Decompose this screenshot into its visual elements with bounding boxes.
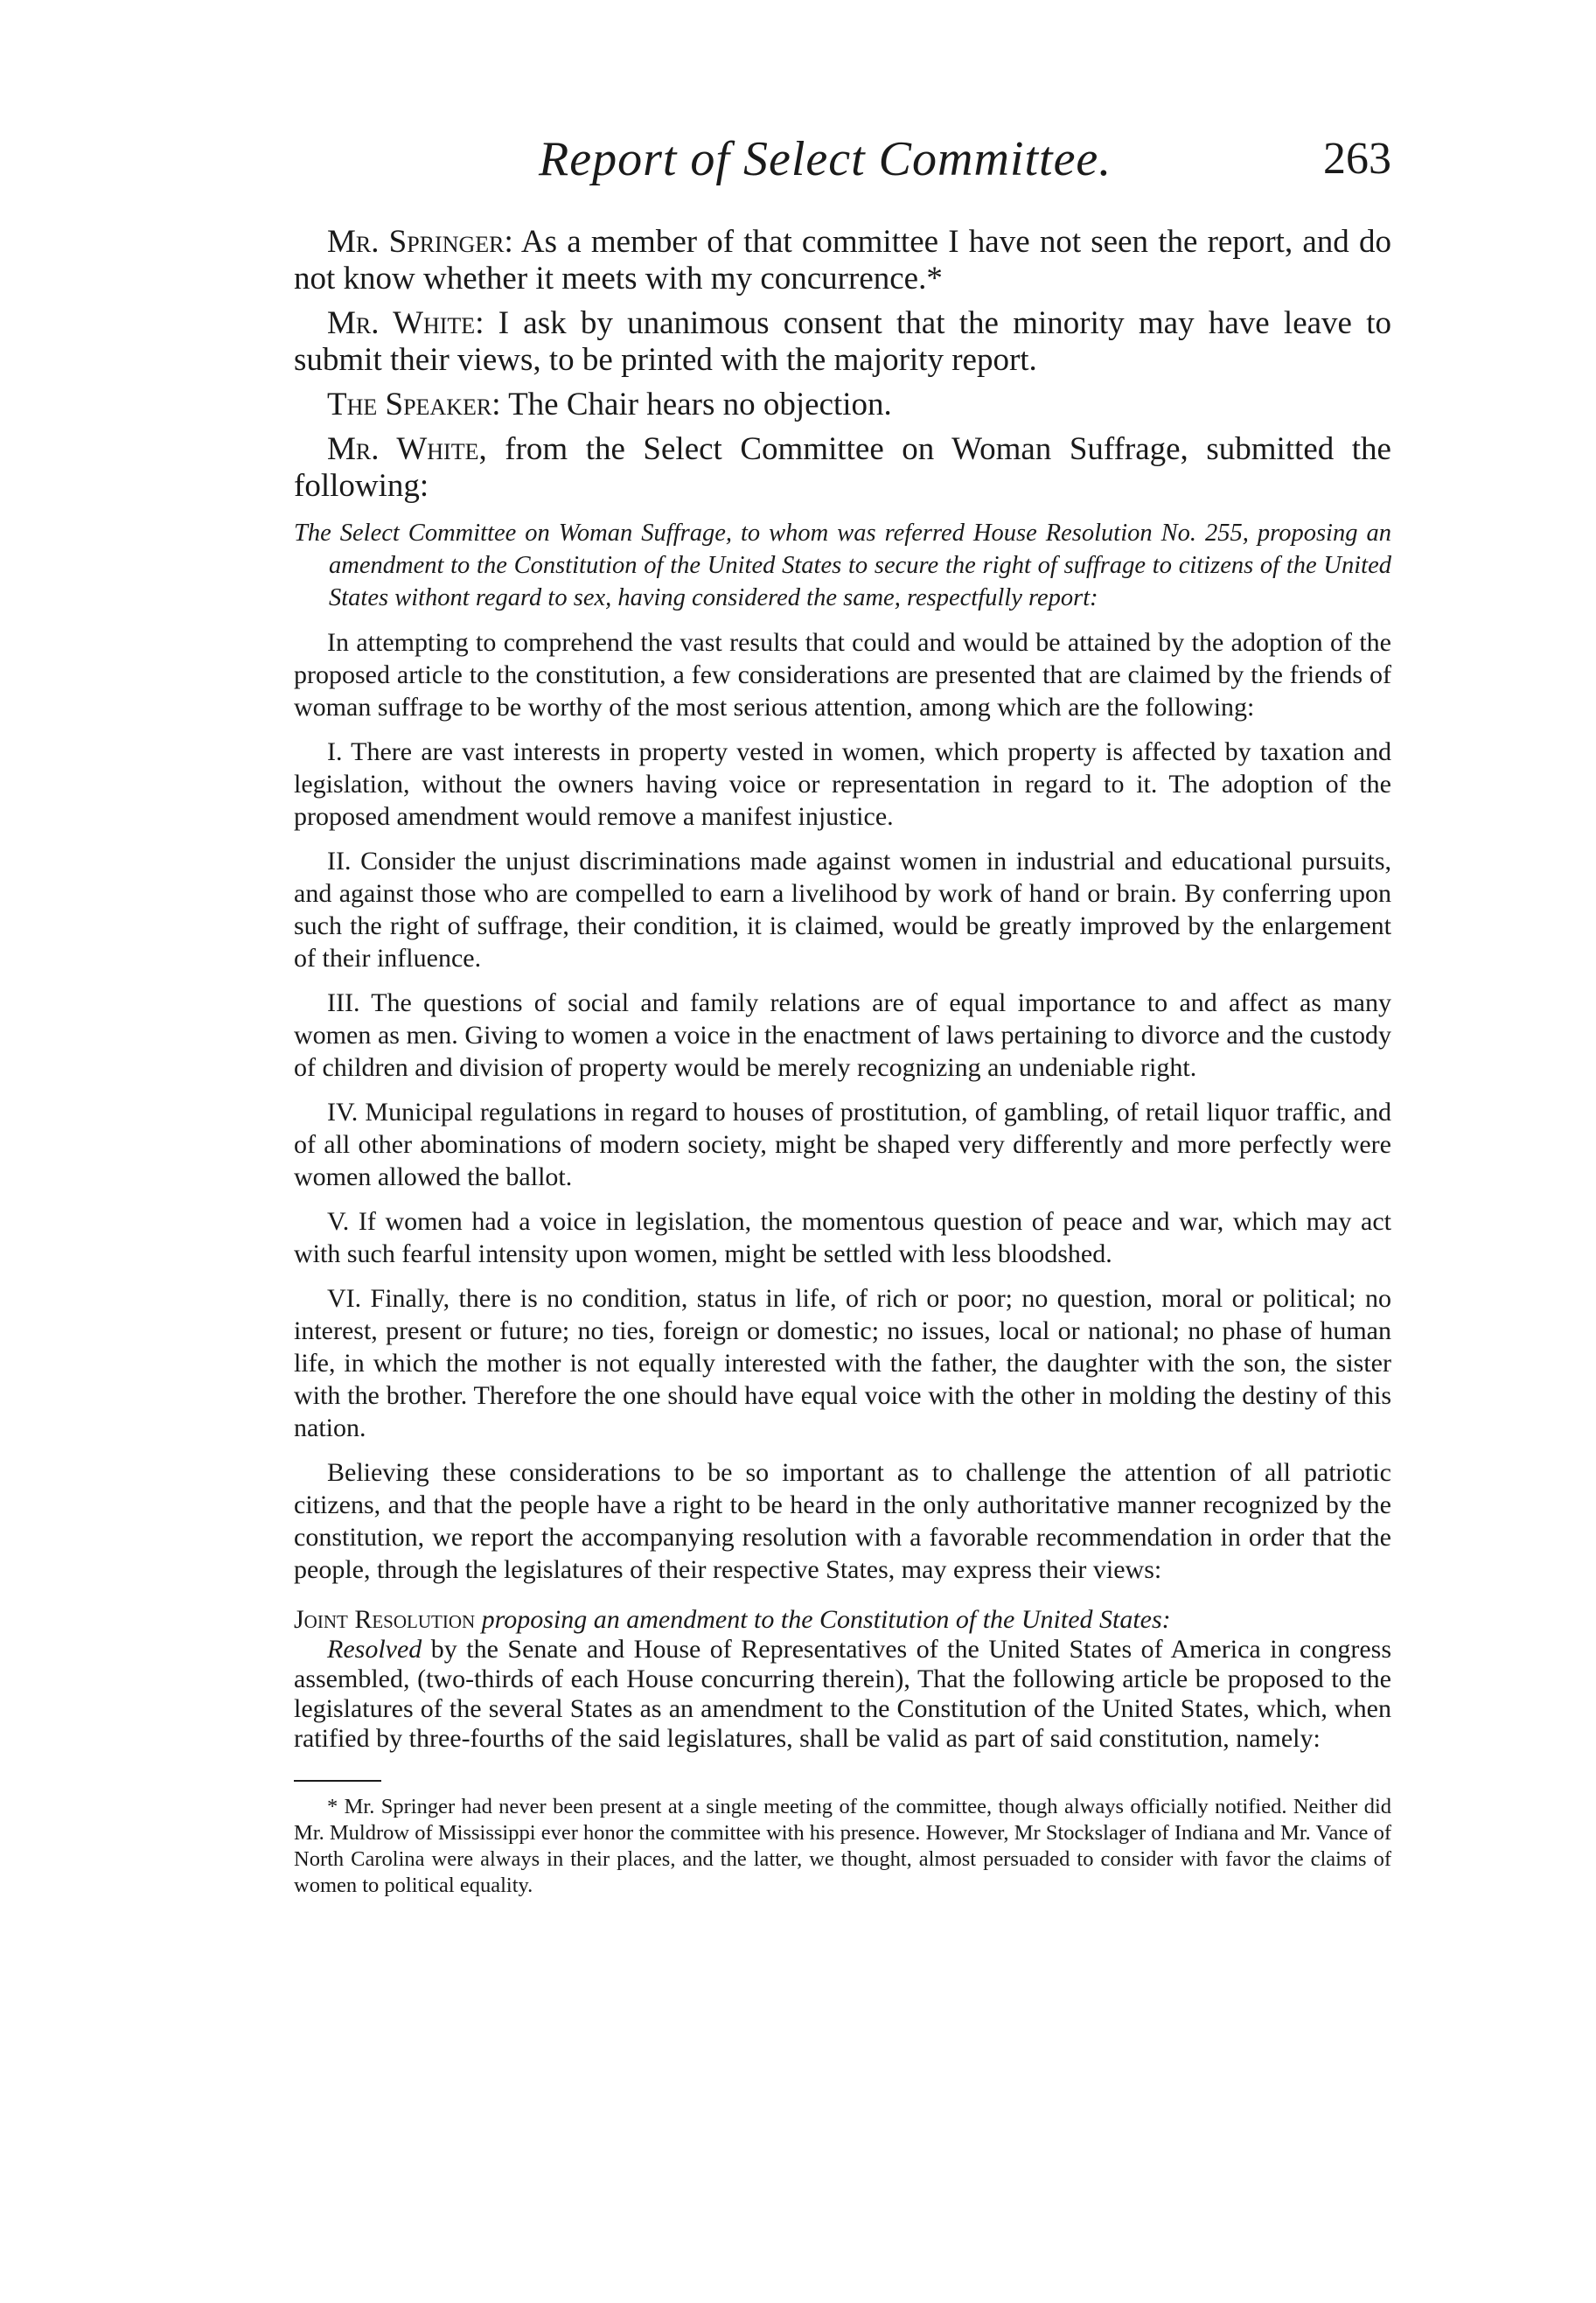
- paragraph-point-1: I. There are vast interests in property vested in women, which property is affected by taxation and legislation, without the owners having voice or representation in regard to it. The adoption of the proposed amendment would remove a manifest injustice.: [294, 737, 1391, 831]
- joint-resolution-label: Joint Resolution: [294, 1605, 476, 1634]
- page-number: 263: [1323, 134, 1391, 184]
- exchange-speaker: [294, 387, 1391, 423]
- speech-text: , from the Select Committee on Woman Suffrage, submitted the following:: [294, 431, 1391, 504]
- footnote-rule: [294, 1780, 381, 1782]
- running-title: Report of Select Committee.: [539, 132, 1112, 186]
- speaker-name: The Speaker: [327, 387, 492, 422]
- exchange-springer: [294, 224, 1391, 297]
- footnote: * Mr. Springer had never been present at a single meeting of the committee, though always officially notified. Neither did Mr. Muldrow of Mississippi ever honor the committee with his presence. However, Mr Stockslager of Indiana and Mr. Vance of North Carolina were always in their places, and the latter, we thought, almost persuaded to consider with favor the claims of women to political equality.: [294, 1795, 1391, 1897]
- resolution-text: by the Senate and House of Representatives of the United States of America in congress assembled, (two-thirds of each House concurring therein), That the following article be proposed to the legislatures of the several States as an amendment to the Constitution of the United States, which, when ratified by three-fourths of the said legislatures, shall be valid as part of said constitution, namely:: [294, 1635, 1391, 1753]
- paragraph-point-3: III. The questions of social and family relations are of equal importance to and affect as many women as men. Giving to women a voice in the enactment of laws pertaining to divorce and the custody of children and division of property would be merely recognizing an undeniable right.: [294, 988, 1391, 1082]
- speaker-name: Mr. White: [327, 431, 479, 467]
- paragraph-conclusion: Believing these considerations to be so important as to challenge the attention of all patriotic citizens, and that the people have a right to be heard in the only authoritative manner recognized by the constitution, we report the accompanying resolution with a favorable recommendation in order that the people, through the legislatures of their respective States, may express their views:: [294, 1458, 1391, 1584]
- book-page: [294, 131, 1391, 1899]
- joint-resolution-heading: [294, 1605, 1391, 1635]
- speaker-name: Mr. White: [327, 305, 476, 341]
- paragraph-considerations: In attempting to comprehend the vast results that could and would be attained by the adoption of the proposed article to the constitution, a few considerations are presented that are claimed by the friends of woman suffrage to be worthy of the most serious attention, among which are the following:: [294, 628, 1391, 722]
- speech-text: : The Chair hears no objection.: [491, 387, 892, 422]
- exchange-white-request: [294, 305, 1391, 379]
- resolved-word: Resolved: [327, 1635, 422, 1664]
- speech-text: : I ask by unanimous consent that the minority may have leave to submit their views, to be printed with the majority report.: [294, 305, 1391, 378]
- paragraph-point-5: V. If women had a voice in legislation, the momentous question of peace and war, which may act with such fearful intensity upon women, might be settled with less bloodshed.: [294, 1207, 1391, 1268]
- speaker-name: Mr. Springer: [327, 224, 505, 260]
- exchange-white-submission: [294, 431, 1391, 505]
- joint-resolution-body: [294, 1635, 1391, 1754]
- joint-resolution-title: proposing an amendment to the Constitution of the United States:: [475, 1605, 1171, 1634]
- page-header: [294, 131, 1391, 201]
- paragraph-point-6: VI. Finally, there is no condition, status in life, of rich or poor; no question, moral or political; no interest, present or future; no ties, foreign or domestic; no issues, local or national; no phase of human life, in which the mother is not equally interested with the father, the daughter with the son, the sister with the brother. Therefore the one should have equal voice with the other in molding the destiny of this nation.: [294, 1284, 1391, 1442]
- report-introduction: The Select Committee on Woman Suffrage, to whom was referred House Resolution No. 255, proposing an amendment to the Constitution of the United States to secure the right of suffrage to citizens of the United States withont regard to sex, having considered the same, respectfully report:: [294, 520, 1391, 611]
- paragraph-point-2: II. Consider the unjust discriminations made against women in industrial and educational pursuits, and against those who are compelled to earn a livelihood by work of hand or brain. By conferring upon such the right of suffrage, their condition, it is claimed, would be greatly improved by the enlargement of their influence.: [294, 847, 1391, 973]
- paragraph-point-4: IV. Municipal regulations in regard to houses of prostitution, of gambling, of retail liquor traffic, and of all other abominations of modern society, might be shaped very differently and more perfectly were women allowed the ballot.: [294, 1098, 1391, 1191]
- speech-text: : As a member of that committee I have not seen the report, and do not know whether it meets with my concurrence.*: [294, 224, 1391, 297]
